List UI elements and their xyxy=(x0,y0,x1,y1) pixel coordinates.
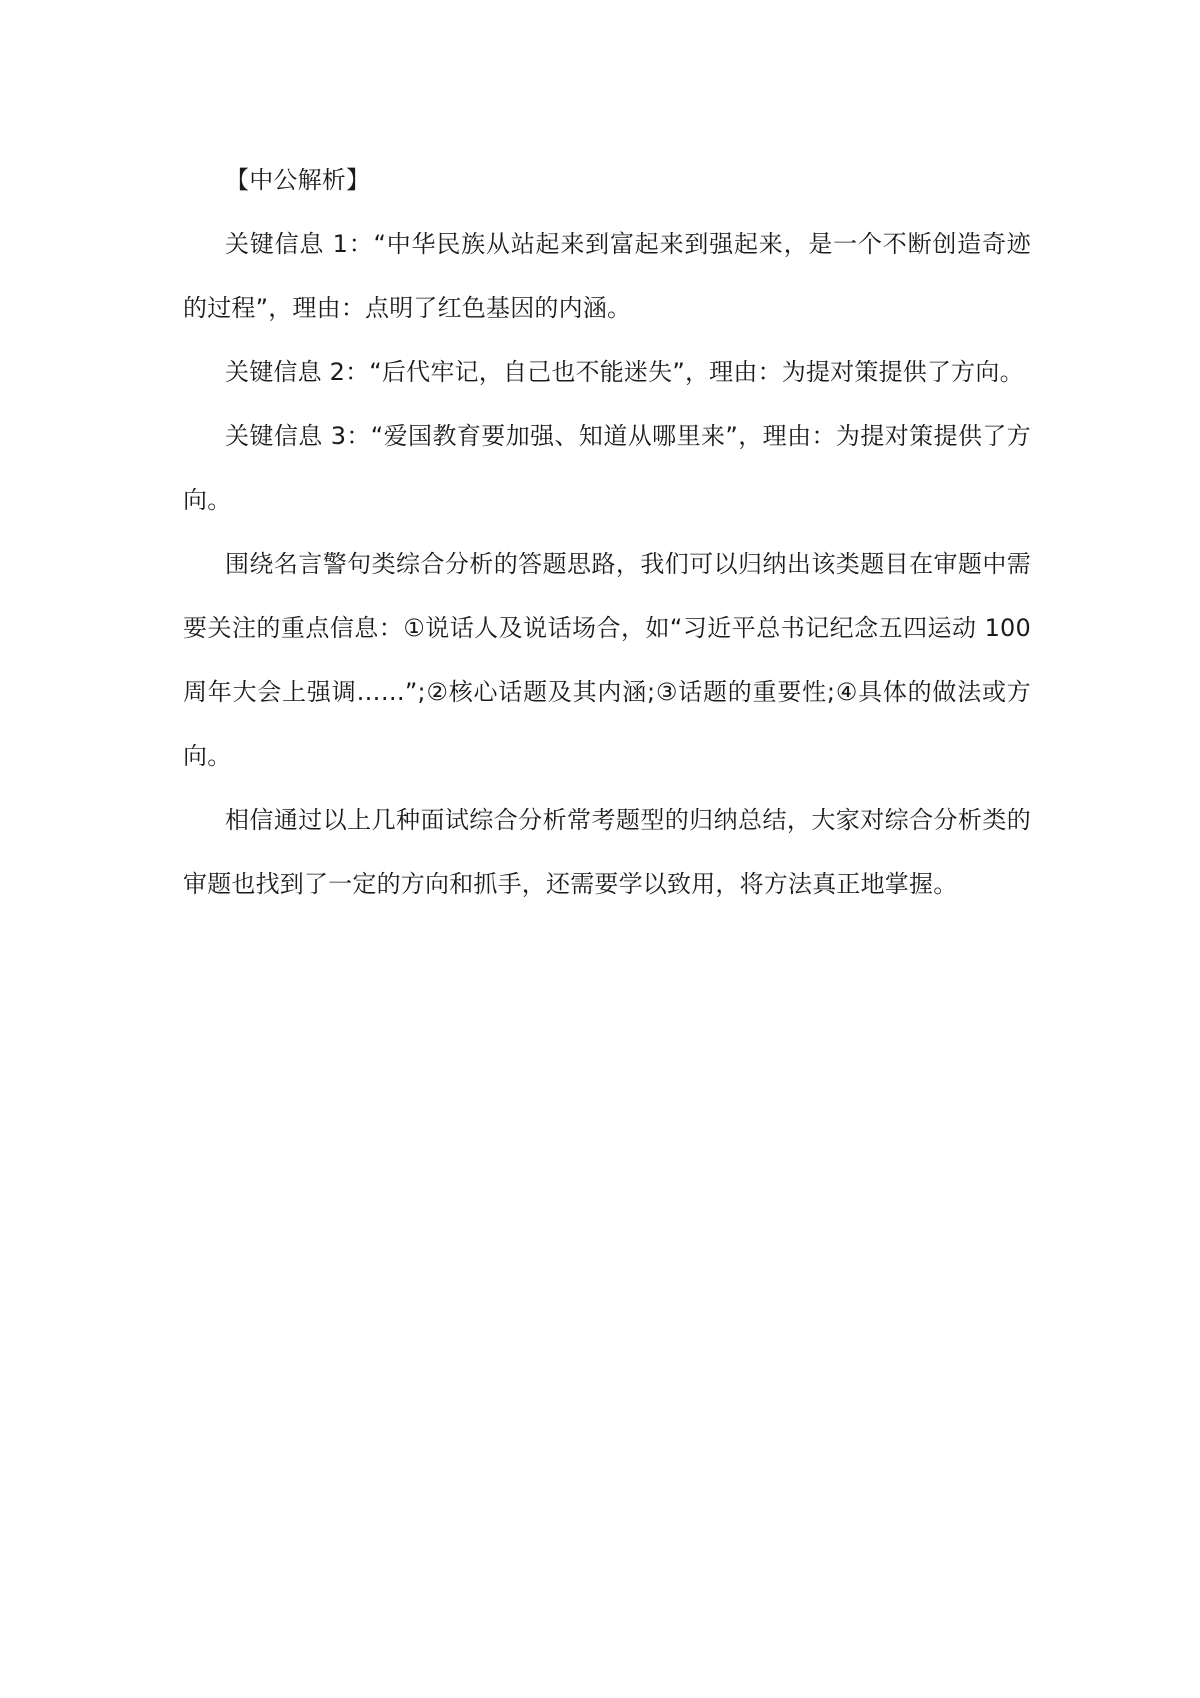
key-info-1-paragraph: 关键信息 1：“中华民族从站起来到富起来到强起来，是一个不断创造奇迹的过程”，理由：点明了红色基因的内涵。 xyxy=(183,230,1031,322)
key-info-3-paragraph: 关键信息 3：“爱国教育要加强、知道从哪里来”，理由：为提对策提供了方向。 xyxy=(183,422,1031,514)
document-body xyxy=(183,148,1031,916)
conclusion-paragraph: 相信通过以上几种面试综合分析常考题型的归纳总结，大家对综合分析类的审题也找到了一定的方向和抓手，还需要学以致用，将方法真正地掌握。 xyxy=(183,806,1031,898)
approach-summary-paragraph: 围绕名言警句类综合分析的答题思路，我们可以归纳出该类题目在审题中需要关注的重点信息：①说话人及说话场合，如“习近平总书记纪念五四运动 100 周年大会上强调……”;②核心话题及其内涵;③话题的重要性;④具体的做法或方向。 xyxy=(183,550,1031,770)
key-info-2-paragraph: 关键信息 2：“后代牢记，自己也不能迷失”，理由：为提对策提供了方向。 xyxy=(225,358,1024,386)
analysis-heading: 【中公解析】 xyxy=(225,166,371,194)
